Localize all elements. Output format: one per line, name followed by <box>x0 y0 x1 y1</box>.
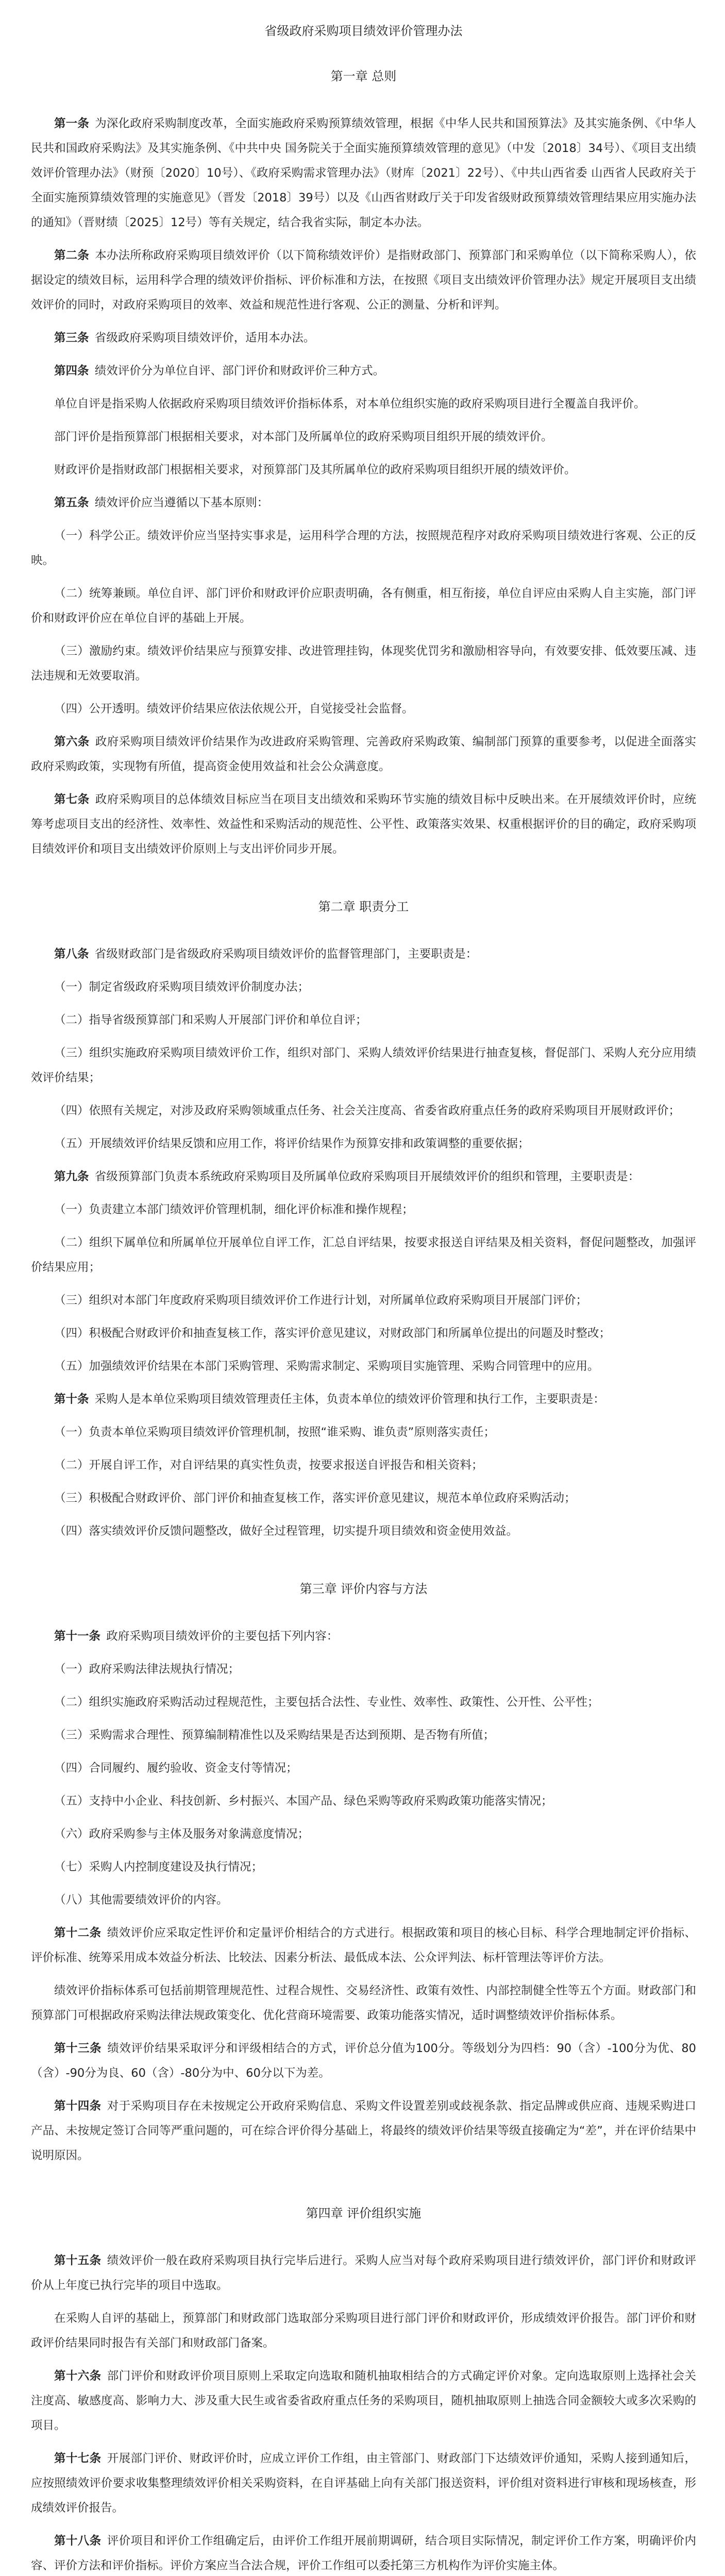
article-number: 第十一条 <box>54 1630 101 1643</box>
clause-paragraph <box>31 1486 696 1511</box>
article-text: 开展部门评价、财政评价时，应成立评价工作组，由主管部门、财政部门下达绩效评价通知，采购人接到通知后，应按照绩效评价要求收集整理绩效评价相关采购资料，在自评基础上向有关部门报送资料，评价组对资料进行审核和现场核查，形成绩效评价报告。 <box>31 2452 696 2515</box>
article-paragraph <box>31 2529 696 2576</box>
article-text: （四）落实绩效评价反馈问题整改，做好全过程管理，切实提升项目绩效和资金使用效益。 <box>54 1524 518 1538</box>
article-number: 第十三条 <box>54 2042 102 2055</box>
article-text: 绩效评价一般在政府采购项目执行完毕后进行。采购人应当对每个政府采购项目进行绩效评价，部门评价和财政评价从上年度已执行完毕的项目中选取。 <box>31 2254 696 2292</box>
article-number: 第八条 <box>54 947 89 961</box>
article-text: 政府采购项目绩效评价的主要包括下列内容： <box>106 1630 339 1643</box>
article-number: 第五条 <box>54 496 89 510</box>
article-number: 第一条 <box>54 117 89 130</box>
article-paragraph <box>31 2248 696 2298</box>
document-body <box>31 62 696 2576</box>
clause-paragraph <box>31 1822 696 1846</box>
article-text: 省级政府采购项目绩效评价，适用本办法。 <box>94 331 315 345</box>
clause-paragraph <box>31 392 696 416</box>
article-number: 第十八条 <box>54 2534 102 2548</box>
article-text: （三）积极配合财政评价、部门评价和抽查复核工作，落实评价意见建议，规范本单位政府采购活动； <box>54 1492 576 1505</box>
article-text: 为深化政府采购制度改革，全面实施政府采购预算绩效管理，根据《中华人民共和国预算法》及其实施条例、《中华人民共和国政府采购法》及其实施条例、《中共中央 国务院关于全面实施预算绩效管理的意见》（中发〔2018〕34号）、《项目支出绩效评价管理办法》（财预〔2020〕10号）、《政府采购需求管理办法》（财库〔2021〕22号）、《中共山西省委 山西省人民政府关于全面实施预算绩效管理的实施意见》（晋发〔2018〕39号）以及《山西省财政厅关于印发省级财政预算绩效管理结果应用实施办法的通知》（晋财绩〔2025〕12号）等有关规定，结合我省实际，制定本办法。 <box>31 117 696 229</box>
article-paragraph <box>31 2094 696 2168</box>
article-text: 财政评价是指财政部门根据相关要求，对预算部门及其所属单位的政府采购项目组织开展的绩效评价。 <box>54 463 576 477</box>
article-text: （四）合同履约、履约验收、资金支付等情况； <box>54 1761 298 1775</box>
article-text: （三）组织实施政府采购项目绩效评价工作，组织对部门、采购人绩效评价结果进行抽查复核，督促部门、采购人充分应用绩效评价结果； <box>31 1046 696 1084</box>
article-number: 第十条 <box>54 1393 89 1406</box>
chapter-heading: 第三章 评价内容与方法 <box>299 1582 428 1596</box>
article-text: （四）公开透明。绩效评价结果应依法依规公开，自觉接受社会监督。 <box>54 702 414 716</box>
clause-paragraph <box>31 457 696 482</box>
article-paragraph <box>31 2364 696 2438</box>
article-text: （八）其他需要绩效评价的内容。 <box>54 1893 228 1907</box>
clause-paragraph <box>31 581 696 631</box>
article-number: 第十七条 <box>54 2452 102 2465</box>
chapter-heading: 第四章 评价组织实施 <box>306 2206 421 2221</box>
article-text: （二）开展自评工作，对自评结果的真实性负责，按要求报送自评报告和相关资料； <box>54 1459 483 1472</box>
article-paragraph <box>31 787 696 861</box>
article-paragraph <box>31 326 696 350</box>
clause-paragraph <box>31 1131 696 1156</box>
clause-paragraph <box>31 1888 696 1912</box>
clause-paragraph <box>31 1519 696 1544</box>
article-text: 本办法所称政府采购项目绩效评价（以下简称绩效评价）是指财政部门、预算部门和采购单位（以下简称采购人），依据设定的绩效目标，运用科学合理的绩效评价指标、评价标准和方法，在按照《项目支出绩效评价管理办法》规定开展项目支出绩效评价的同时，对政府采购项目的效率、效益和规范性进行客观、公正的测量、分析和评判。 <box>31 249 696 312</box>
article-paragraph <box>31 1164 696 1189</box>
article-text: （一）制定省级政府采购项目绩效评价制度办法； <box>54 980 310 994</box>
article-text: 绩效评价分为单位自评、部门评价和财政评价三种方式。 <box>94 364 385 378</box>
article-text: （七）采购人内控制度建设及执行情况； <box>54 1860 263 1874</box>
clause-paragraph <box>31 1098 696 1123</box>
article-text: （三）激励约束。绩效评价结果应与预算安排、改进管理挂钩，体现奖优罚劣和激励相容导向，有效要安排、低效要压减、违法违规和无效要取消。 <box>31 645 696 683</box>
clause-paragraph <box>31 425 696 449</box>
article-number: 第六条 <box>54 735 90 749</box>
article-text: 绩效评价结果采取评分和评级相结合的方式，评价总分值为100分。等级划分为四档：90（含）-100分为优、80（含）-90分为良、60（含）-80分为中、60分以下为差。 <box>31 2042 696 2080</box>
clause-paragraph <box>31 975 696 999</box>
article-text: （六）政府采购参与主体及服务对象满意度情况； <box>54 1827 310 1841</box>
article-number: 第四条 <box>54 364 89 378</box>
clause-paragraph <box>31 523 696 573</box>
chapter-heading: 第二章 职责分工 <box>318 900 409 914</box>
clause-paragraph <box>31 1420 696 1445</box>
article-text: （五）支持中小企业、科技创新、乡村振兴、本国产品、绿色采购等政府采购政策功能落实情况； <box>54 1794 553 1808</box>
article-text: 政府采购项目绩效评价结果作为改进政府采购管理、完善政府采购政策、编制部门预算的重要参考，以促进全面落实政府采购政策，实现物有所值，提高资金使用效益和社会公众满意度。 <box>31 735 696 773</box>
clause-paragraph <box>31 1008 696 1032</box>
article-text: （三）采购需求合理性、预算编制精准性以及采购结果是否达到预期、是否物有所值； <box>54 1728 495 1742</box>
article-text: （二）组织实施政府采购活动过程规范性，主要包括合法性、专业性、效率性、政策性、公开性、公平性； <box>54 1696 599 1709</box>
article-text: 省级财政部门是省级政府采购项目绩效评价的监督管理部门，主要职责是： <box>94 947 478 961</box>
article-text: （一）科学公正。绩效评价应当坚持实事求是，运用科学合理的方法，按照规范程序对政府采购项目绩效进行客观、公正的反映。 <box>31 529 696 567</box>
article-text: 评价项目和评价工作组确定后，由评价工作组开展前期调研，结合项目实际情况，制定评价工作方案，明确评价内容、评价方法和评价指标。评价方案应当合法合规，评价工作组可以委托第三方机构作为评价实施主体。 <box>31 2534 696 2572</box>
clause-paragraph <box>31 1756 696 1781</box>
article-paragraph <box>31 942 696 967</box>
article-text: （一）负责建立本部门绩效评价管理机制，细化评价标准和操作规程； <box>54 1203 414 1216</box>
article-text: （二）组织下属单位和所属单位开展单位自评工作，汇总自评结果，按要求报送自评结果及相关资料，督促问题整改，加强评价结果应用； <box>31 1236 696 1274</box>
clause-paragraph <box>31 1354 696 1379</box>
article-text: （四）依照有关规定，对涉及政府采购领域重点任务、社会关注度高、省委省政府重点任务的政府采购项目开展财政评价； <box>54 1104 681 1117</box>
article-text: （二）统筹兼顾。单位自评、部门评价和财政评价应职责明确，各有侧重，相互衔接，单位自评应由采购人自主实施，部门评价和财政评价应在单位自评的基础上开展。 <box>31 587 696 625</box>
article-text: 政府采购项目的总体绩效目标应当在项目支出绩效和采购环节实施的绩效目标中反映出来。在开展绩效评价时，应统筹考虑项目支出的经济性、效率性、效益性和采购活动的规范性、公平性、政策落实效果、权重根据评价的目的确定，政府采购项目绩效评价和项目支出绩效评价原则上与支出评价同步开展。 <box>31 793 696 856</box>
article-text: 对于采购项目存在未按规定公开政府采购信息、采购文件设置差别或歧视条款、指定品牌或供应商、违规采购进口产品、未按规定签订合同等严重问题的，可在综合评价得分基础上，将最终的绩效评价结果等级直接确定为“差”，并在评价结果中说明原因。 <box>31 2099 696 2162</box>
clause-paragraph <box>31 1855 696 1879</box>
document-title: 省级政府采购项目绩效评价管理办法 <box>264 24 463 38</box>
article-number: 第三条 <box>54 331 89 345</box>
article-number: 第十四条 <box>54 2099 102 2113</box>
article-number: 第十五条 <box>54 2254 102 2267</box>
article-text: 省级预算部门负责本系统政府采购项目及所属单位政府采购项目开展绩效评价的组织和管理，主要职责是： <box>94 1170 640 1183</box>
article-text: 在采购人自评的基础上，预算部门和财政部门选取部分采购项目进行部门评价和财政评价，形成绩效评价报告。部门评价和财政评价结果同时报告有关部门和财政部门备案。 <box>31 2312 696 2350</box>
clause-paragraph <box>31 2306 696 2355</box>
clause-paragraph <box>31 1197 696 1222</box>
article-number: 第十六条 <box>54 2369 102 2383</box>
clause-paragraph <box>31 1789 696 1814</box>
article-paragraph <box>31 1624 696 1649</box>
article-paragraph <box>31 2036 696 2086</box>
article-text: 部门评价是指预算部门根据相关要求，对本部门及所属单位的政府采购项目组织开展的绩效评价。 <box>54 430 553 444</box>
article-paragraph <box>31 359 696 383</box>
article-paragraph <box>31 243 696 317</box>
article-paragraph <box>31 111 696 235</box>
article-number: 第九条 <box>54 1170 89 1183</box>
article-number: 第十二条 <box>54 1926 102 1940</box>
clause-paragraph <box>31 639 696 688</box>
clause-paragraph <box>31 1321 696 1346</box>
article-text: （一）负责本单位采购项目绩效评价管理机制，按照“谁采购、谁负责”原则落实责任； <box>54 1426 495 1439</box>
article-text: （二）指导省级预算部门和采购人开展部门评价和单位自评； <box>54 1013 367 1027</box>
article-text: （三）组织对本部门年度政府采购项目绩效评价工作进行计划，对所属单位政府采购项目开展部门评价； <box>54 1294 588 1307</box>
article-text: （五）加强绩效评价结果在本部门采购管理、采购需求制定、采购项目实施管理、采购合同管理中的应用。 <box>54 1360 599 1373</box>
article-text: 单位自评是指采购人依据政府采购项目绩效评价指标体系，对本单位组织实施的政府采购项目进行全覆盖自我评价。 <box>54 397 646 411</box>
article-text: 部门评价和财政评价项目原则上采取定向选取和随机抽取相结合的方式确定评价对象。定向选取原则上选择社会关注度高、敏感度高、影响力大、涉及重大民生或省委省政府重点任务的采购项目，随机抽取原则上抽选合同金额较大或多次采购的项目。 <box>31 2369 696 2432</box>
article-paragraph <box>31 2446 696 2520</box>
clause-paragraph <box>31 1723 696 1748</box>
article-number: 第二条 <box>54 249 89 262</box>
clause-paragraph <box>31 1288 696 1313</box>
clause-paragraph <box>31 697 696 721</box>
clause-paragraph <box>31 1657 696 1682</box>
article-text: 绩效评价应当遵循以下基本原则： <box>94 496 269 510</box>
clause-paragraph <box>31 1041 696 1090</box>
article-paragraph <box>31 730 696 779</box>
article-text: 绩效评价指标体系可包括前期管理规范性、过程合规性、交易经济性、政策有效性、内部控制健全性等五个方面。财政部门和预算部门可根据政府采购法律法规政策变化、优化营商环境需要、政策功能落实情况，适时调整绩效评价指标体系。 <box>31 1984 696 2022</box>
article-text: 绩效评价应采取定性评价和定量评价相结合的方式进行。根据政策和项目的核心目标、科学合理地制定评价指标、评价标准、统筹采用成本效益分析法、比较法、因素分析法、最低成本法、公众评判法、标杆管理法等评价方法。 <box>31 1926 696 1964</box>
article-paragraph <box>31 1921 696 1970</box>
article-text: 采购人是本单位采购项目绩效管理责任主体，负责本单位的绩效评价管理和执行工作，主要职责是： <box>94 1393 605 1406</box>
article-paragraph <box>31 490 696 515</box>
article-text: （一）政府采购法律法规执行情况； <box>54 1663 240 1676</box>
clause-paragraph <box>31 1978 696 2028</box>
article-text: （四）积极配合财政评价和抽查复核工作，落实评价意见建议，对财政部门和所属单位提出的问题及时整改； <box>54 1327 611 1340</box>
article-paragraph <box>31 1387 696 1412</box>
clause-paragraph <box>31 1453 696 1478</box>
clause-paragraph <box>31 1230 696 1280</box>
chapter-heading: 第一章 总则 <box>330 69 397 83</box>
clause-paragraph <box>31 1690 696 1715</box>
article-number: 第七条 <box>54 793 90 806</box>
article-text: （五）开展绩效评价结果反馈和应用工作，将评价结果作为预算安排和政策调整的重要依据； <box>54 1137 530 1150</box>
